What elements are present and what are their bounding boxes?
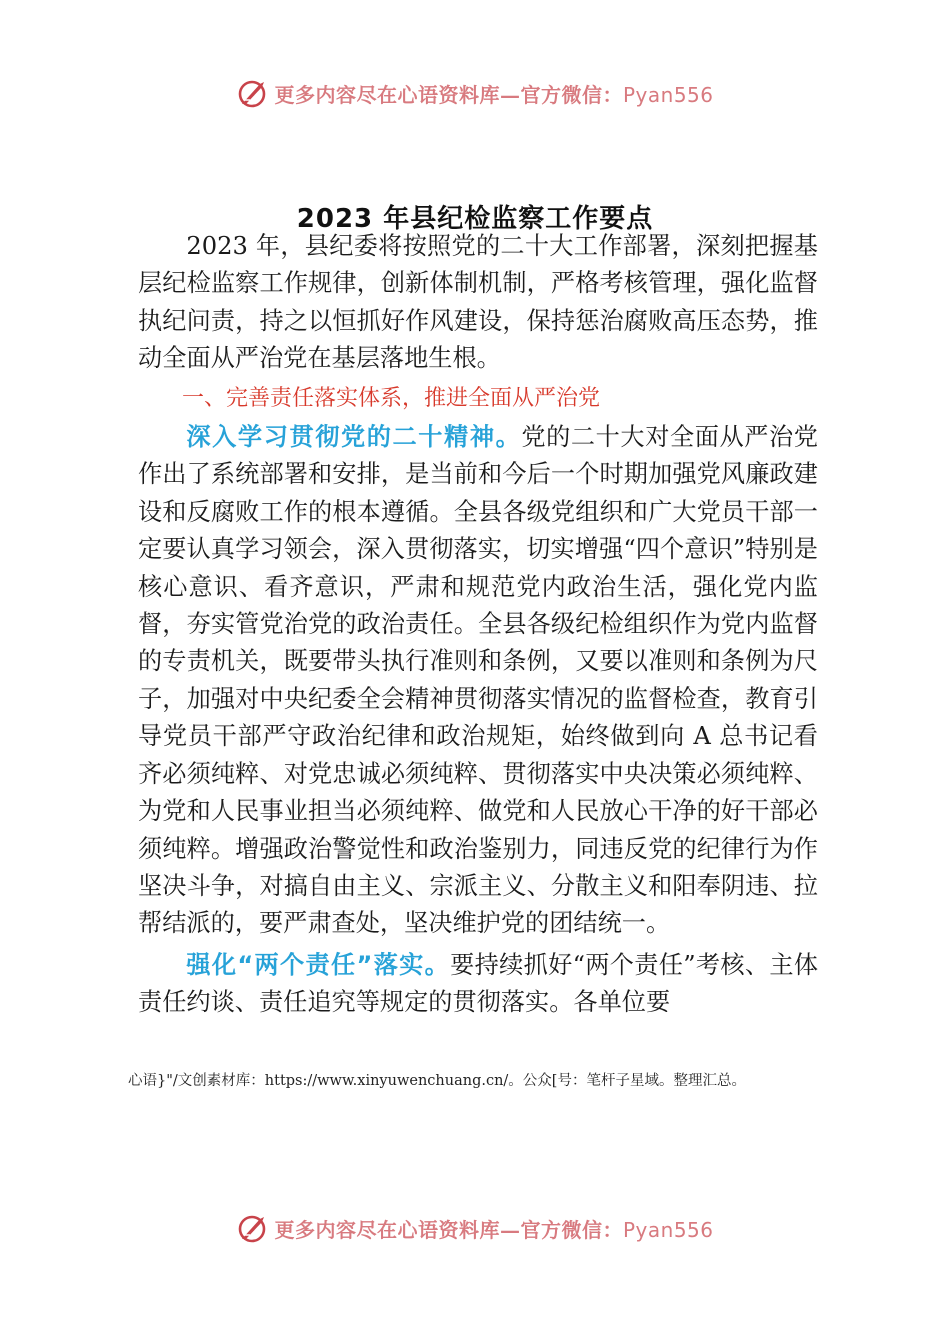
paragraph-text: 要持续抓好“两个责任”考核、主体责任约谈、责任追究等规定的贯彻落实。各单位要 [138,950,819,1017]
wechat-id: Pyan556 [622,82,714,107]
header-banner [0,71,950,115]
paragraph-lead: 强化“两个责任”落实。 [186,950,451,979]
paragraph-lead: 深入学习贯彻党的二十精神。 [186,423,522,452]
wechat-id: Pyan556 [622,1217,714,1242]
section-heading: 一、完善责任落实体系，推进全面从严治党 [182,385,601,411]
footer-banner [0,1206,950,1250]
banner-text: 更多内容尽在心语资料库—官方微信：Pyan556 [274,82,714,107]
document-body [138,228,818,1022]
banner-text: 更多内容尽在心语资料库—官方微信：Pyan556 [274,1217,714,1242]
paragraph-text: 党的二十大对全面从严治党作出了系统部署和安排，是当前和今后一个时期加强党风廉政建设和反腐败工作的根本遵循。全县各级党组织和广大党员干部一定要认真学习领会，深入贯彻落实，切实增强“四个意识”特别是核心意识、看齐意识，严肃和规范党内政治生活，强化党内监督，夯实管党治党的政治责任。全县各级纪检组织作为党内监督的专责机关，既要带头执行准则和条例，又要以准则和条例为尺子，加强对中央纪委全会精神贯彻落实情况的监督检查，教育引导党员干部严守政治纪律和政治规矩，始终做到向 A 总书记看齐必须纯粹、对党忠诚必须纯粹、贯彻落实中央决策必须纯粹、为党和人民事业担当必须纯粹、做党和人民放心干净的好干部必须纯粹。增强政治警觉性和政治鉴别力，同违反党的纪律行为作坚决斗争，对搞自由主义、宗派主义、分散主义和阳奉阴违、拉帮结派的，要严肃查处，坚决维护党的团结统一。 [138,423,818,938]
intro-paragraph: 2023 年，县纪委将按照党的二十大工作部署，深刻把握基层纪检监察工作规律，创新体制机制，严格考核管理，强化监督执纪问责，持之以恒抓好作风建设，保持惩治腐败高压态势，推动全面从严治党在基层落地生根。 [138,232,818,373]
footnote: 心语}"/文创素材库：https://www.xinyuwenchuang.cn/。公众[号：笔杆子星域。整理汇总。 [128,1073,746,1089]
pen-quill-logo-icon [236,76,270,110]
document-title: 2023 年县纪检监察工作要点 [296,204,654,234]
paragraph-study-spirit [138,419,818,943]
paragraph-two-responsibilities [138,947,818,1022]
pen-quill-logo-icon [236,1211,270,1245]
